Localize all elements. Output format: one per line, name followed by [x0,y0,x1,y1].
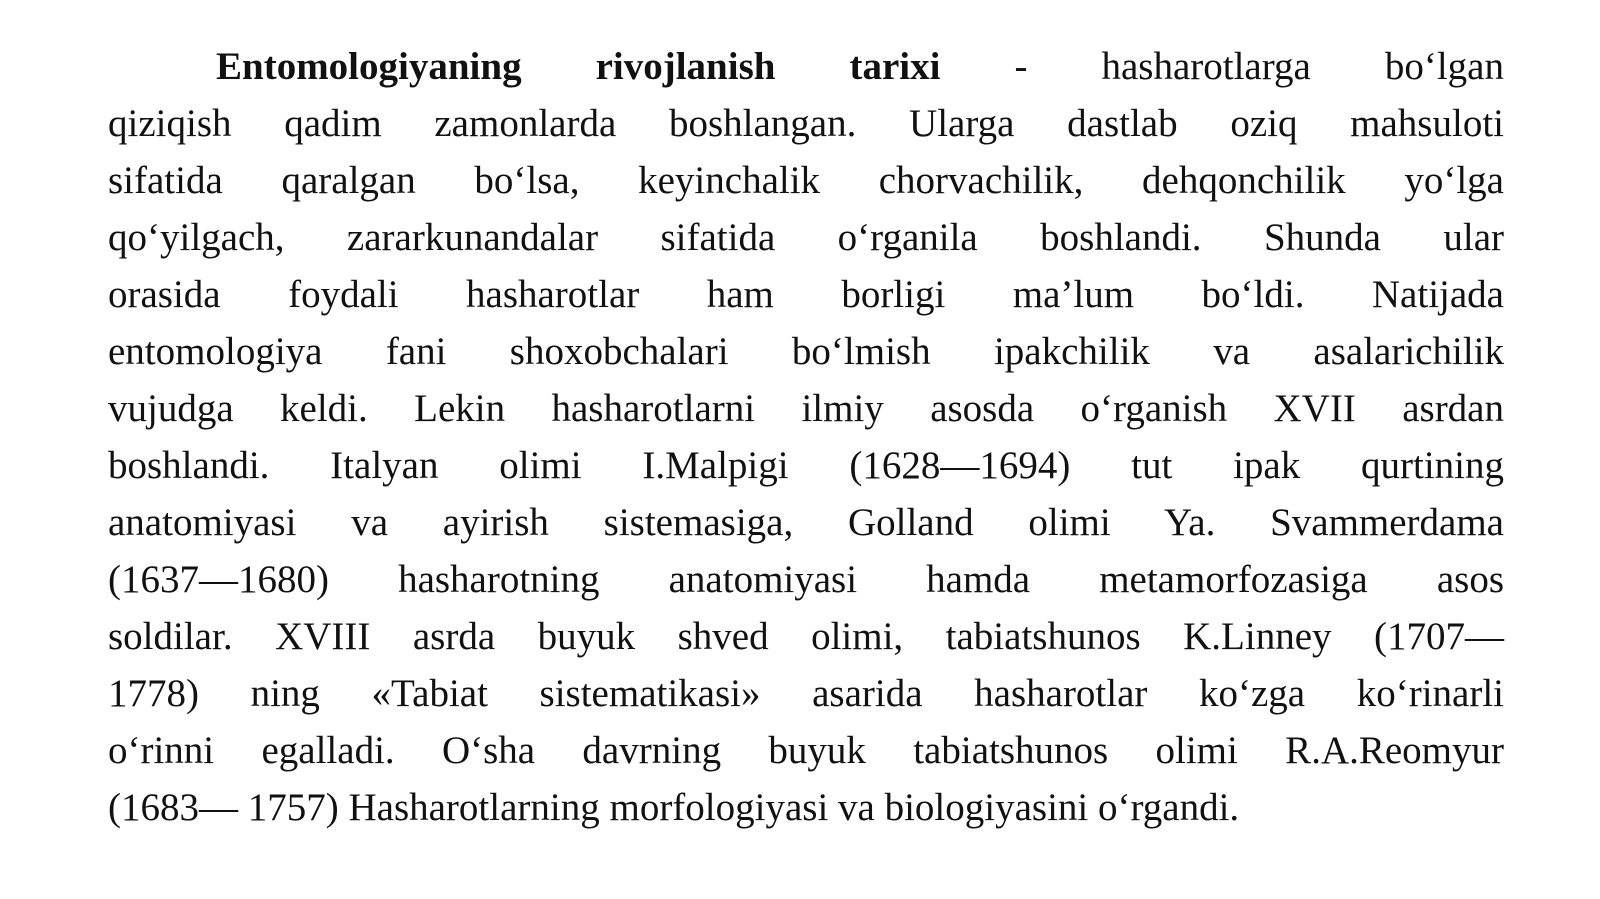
paragraph-line-8: boshlandi. Italyan olimi I.Malpigi (1628—1694) tut ipak qurtining [108,444,1504,487]
paragraph-line-3: sifatida qaralgan bo‘lsa, keyinchalik chorvachilik, dehqonchilik yo‘lga [108,159,1504,202]
paragraph-line-1 [108,38,1504,95]
paragraph-line-13: o‘rinni egalladi. O‘sha davrning buyuk tabiatshunos olimi R.A.Reomyur [108,729,1504,772]
paragraph-line-1-text: - hasharotlarga bo‘lgan [940,45,1504,88]
paragraph-line-14: (1683— 1757) Hasharotlarning morfologiyasi va biologiyasini o‘rgandi. [108,786,1240,829]
paragraph-heading: Entomologiyaning rivojlanish tarixi [216,45,941,88]
paragraph-line-9: anatomiyasi va ayirish sistemasiga, Golland olimi Ya. Svammerdama [108,501,1504,544]
paragraph-line-6: entomologiya fani shoxobchalari bo‘lmish ipakchilik va asalarichilik [108,330,1504,373]
paragraph-line-5: orasida foydali hasharotlar ham borligi ma’lum bo‘ldi. Natijada [108,273,1504,316]
paragraph-line-7: vujudga keldi. Lekin hasharotlarni ilmiy asosda o‘rganish XVII asrdan [108,387,1504,430]
paragraph-line-10: (1637—1680) hasharotning anatomiyasi hamda metamorfozasiga asos [108,558,1504,601]
paragraph-line-12: 1778) ning «Tabiat sistematikasi» asarida hasharotlar ko‘zga ko‘rinarli [108,672,1504,715]
paragraph-line-2: qiziqish qadim zamonlarda boshlangan. Ularga dastlab oziq mahsuloti [108,102,1504,145]
paragraph-line-11: soldilar. XVIII asrda buyuk shved olimi, tabiatshunos K.Linney (1707— [108,615,1504,658]
paragraph [108,38,1504,836]
paragraph-line-4: qo‘yilgach, zararkunandalar sifatida o‘rganila boshlandi. Shunda ular [108,216,1504,259]
